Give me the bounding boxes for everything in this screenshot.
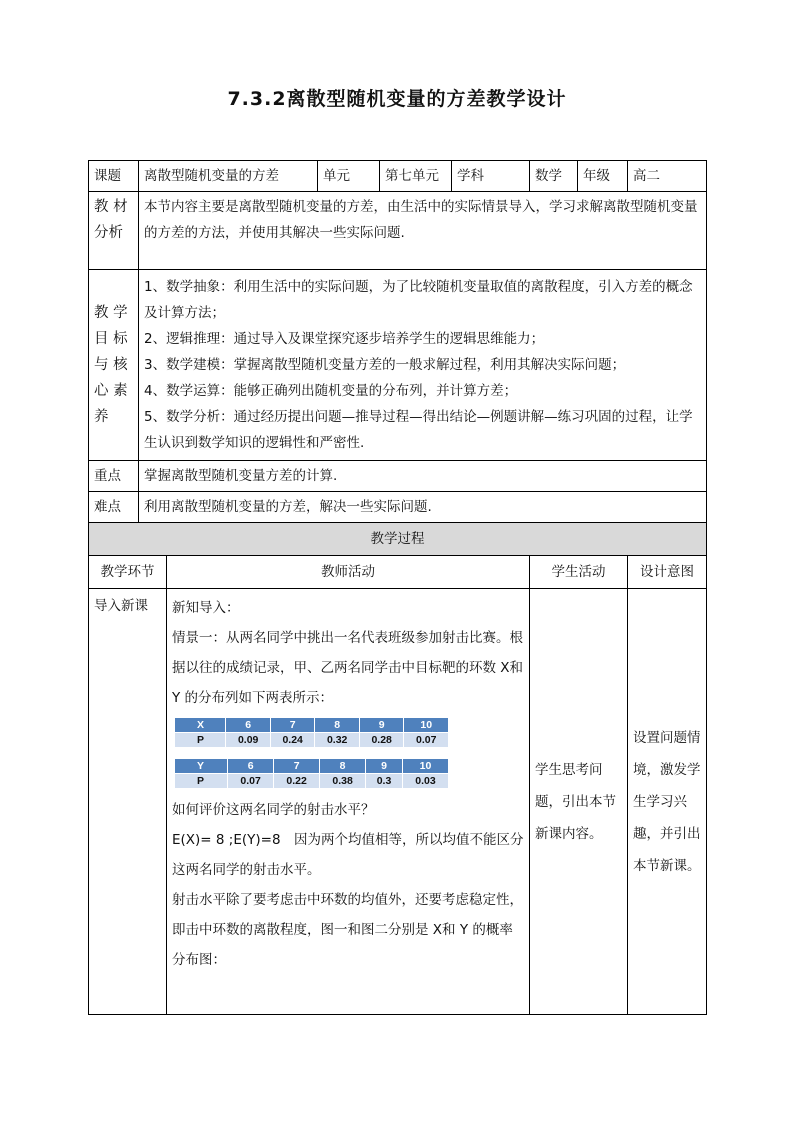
- table-x-row: [175, 733, 449, 748]
- table-cell: 0.07: [404, 733, 449, 748]
- table-cell: 9: [359, 718, 404, 733]
- difficulty-text: 利用离散型随机变量的方差，解决一些实际问题.: [139, 492, 707, 523]
- label-grade: 年级: [578, 161, 628, 192]
- value-subject: 数学: [530, 161, 578, 192]
- teacher-stability: 射击水平除了要考虑击中环数的均值外，还要考虑稳定性，即击中环数的离散程度，图一和图二分别是 X和 Y 的概率分布图：: [172, 892, 523, 968]
- table-cell: 7: [274, 759, 320, 774]
- difficulty-row: [89, 492, 707, 523]
- col-student: 学生活动: [530, 556, 628, 589]
- process-header-row: [89, 523, 707, 556]
- goals-label-line3: 与 核: [94, 357, 128, 373]
- teacher-cell: [167, 589, 530, 1015]
- goals-label-line5: 养: [94, 409, 109, 425]
- teacher-question: 如何评价这两名同学的射击水平？: [172, 802, 375, 818]
- goal-item: 4、数学运算：能够正确列出随机变量的分布列，并计算方差；: [144, 383, 518, 399]
- col-teacher: 教师活动: [167, 556, 530, 589]
- label-unit: 单元: [318, 161, 380, 192]
- analysis-text: 本节内容主要是离散型随机变量的方差，由生活中的实际情景导入，学习求解离散型随机变量的方差的方法，并使用其解决一些实际问题.: [139, 192, 707, 270]
- key-point-text: 掌握离散型随机变量方差的计算.: [139, 461, 707, 492]
- stage-cell: 导入新课: [89, 589, 167, 1015]
- table-cell: 0.07: [228, 774, 274, 789]
- table-cell: X: [175, 718, 226, 733]
- lesson-plan-table: [88, 160, 707, 1015]
- goal-item: 3、数学建模：掌握离散型随机变量方差的一般求解过程，利用其解决实际问题；: [144, 357, 626, 373]
- analysis-label-line2: 分析: [94, 225, 123, 241]
- table-x-header: [175, 718, 449, 733]
- difficulty-label: 难点: [89, 492, 139, 523]
- table-cell: P: [175, 774, 228, 789]
- key-point-label: 重点: [89, 461, 139, 492]
- table-cell: 6: [228, 759, 274, 774]
- process-header: 教学过程: [89, 523, 707, 556]
- teacher-scenario: 情景一：从两名同学中挑出一名代表班级参加射击比赛。根据以往的成绩记录，甲、乙两名同学击中目标靶的环数 X和 Y 的分布列如下两表所示：: [172, 630, 524, 706]
- goals-label: [89, 270, 139, 461]
- table-cell: 10: [402, 759, 448, 774]
- table-y-header: [175, 759, 449, 774]
- col-stage: 教学环节: [89, 556, 167, 589]
- value-unit: 第七单元: [380, 161, 452, 192]
- table-cell: 0.22: [274, 774, 320, 789]
- goals-label-line1: 教 学: [94, 305, 128, 321]
- process-content-row: [89, 589, 707, 1015]
- table-y-row: [175, 774, 449, 789]
- label-subject: 学科: [452, 161, 530, 192]
- value-topic: 离散型随机变量的方差: [139, 161, 318, 192]
- table-cell: Y: [175, 759, 228, 774]
- key-point-row: [89, 461, 707, 492]
- table-cell: 6: [226, 718, 271, 733]
- table-cell: P: [175, 733, 226, 748]
- analysis-label: [89, 192, 139, 270]
- col-intent: 设计意图: [628, 556, 707, 589]
- goals-label-line4: 心 素: [94, 383, 128, 399]
- distribution-table-x: [174, 717, 449, 748]
- table-cell: 0.24: [270, 733, 315, 748]
- goals-label-line2: 目 标: [94, 331, 128, 347]
- table-cell: 0.32: [315, 733, 360, 748]
- goal-item: 5、数学分析：通过经历提出问题—推导过程—得出结论—例题讲解—练习巩固的过程，让学生认识到数学知识的逻辑性和严密性.: [144, 409, 693, 451]
- table-cell: 0.09: [226, 733, 271, 748]
- table-cell: 0.28: [359, 733, 404, 748]
- distribution-table-y: [174, 758, 449, 789]
- table-cell: 0.3: [366, 774, 403, 789]
- table-cell: 0.03: [402, 774, 448, 789]
- student-cell: 学生思考问题，引出本节新课内容。: [530, 589, 628, 1015]
- label-topic: 课题: [89, 161, 139, 192]
- goal-item: 2、逻辑推理：通过导入及课堂探究逐步培养学生的逻辑思维能力；: [144, 331, 545, 347]
- analysis-row: [89, 192, 707, 270]
- table-cell: 9: [366, 759, 403, 774]
- process-columns-row: [89, 556, 707, 589]
- table-cell: 0.38: [320, 774, 366, 789]
- table-cell: 10: [404, 718, 449, 733]
- table-cell: 7: [270, 718, 315, 733]
- goals-row: [89, 270, 707, 461]
- teacher-intro: 新知导入：: [172, 600, 240, 616]
- header-row: [89, 161, 707, 192]
- analysis-label-line1: 教 材: [94, 199, 128, 215]
- table-cell: 8: [315, 718, 360, 733]
- goals-text: [139, 270, 707, 461]
- document-title: 7.3.2离散型随机变量的方差教学设计: [227, 88, 567, 110]
- value-grade: 高二: [628, 161, 707, 192]
- intent-cell: 设置问题情境，激发学生学习兴趣，并引出本节新课。: [628, 589, 707, 1015]
- goal-item: 1、数学抽象：利用生活中的实际问题，为了比较随机变量取值的离散程度，引入方差的概念及计算方法；: [144, 279, 693, 321]
- table-cell: 8: [320, 759, 366, 774]
- teacher-expectation: E(X)= 8 ;E(Y)=8 因为两个均值相等，所以均值不能区分这两名同学的射击水平。: [172, 832, 524, 878]
